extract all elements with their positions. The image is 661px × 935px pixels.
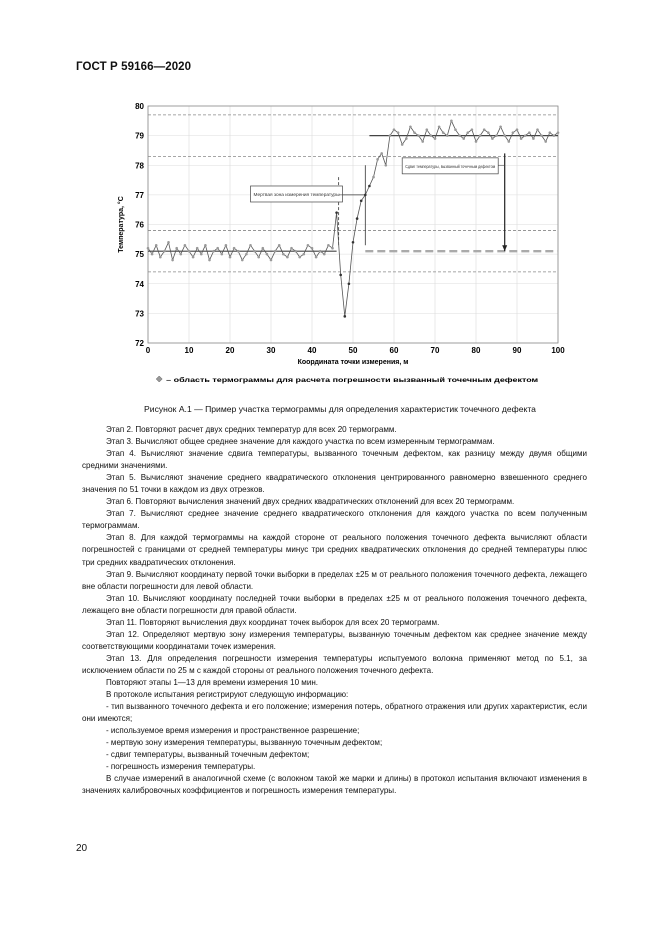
data-point [192, 256, 195, 259]
data-point [233, 247, 236, 250]
body-text [82, 424, 587, 797]
dead-zone-annotation-text: Мертвая зона измерения температуры [253, 191, 340, 197]
y-tick-label: 77 [135, 190, 144, 200]
paragraph-repeat: Повторяют этапы 1—13 для времени измерения 10 мин. [106, 677, 318, 687]
paragraph-step-3: Этап 3. Вычисляют общее среднее значение для каждого участка по всем измеренным термограммам. [106, 437, 495, 447]
legend-marker-icon [156, 376, 162, 382]
data-point [311, 247, 314, 250]
x-tick-label: 80 [471, 346, 481, 355]
data-point [524, 134, 527, 137]
data-point [458, 134, 461, 137]
list-item: - погрешность измерения температуры. [106, 762, 256, 772]
data-point [462, 137, 465, 140]
data-point [454, 128, 457, 131]
paragraph-step-4: Этап 4. Вычисляют значение сдвига температуры, вызванного точечным дефектом, как разницу между двумя общими средними значениями. [82, 449, 587, 471]
data-point [298, 256, 301, 259]
data-point [307, 244, 310, 247]
thermogram-svg [110, 96, 570, 394]
data-point [331, 247, 334, 250]
data-point [393, 128, 396, 131]
x-tick-label: 20 [225, 346, 235, 355]
data-point [180, 253, 183, 256]
y-tick-label: 73 [135, 309, 144, 319]
data-point [405, 137, 408, 140]
list-item: - мертвую зону измерения температуры, вызванную точечным дефектом; [106, 738, 383, 748]
data-point [216, 247, 219, 250]
data-point [421, 140, 424, 143]
y-tick-label: 79 [135, 131, 144, 141]
data-point [491, 137, 494, 140]
data-point [532, 137, 535, 140]
y-tick-label: 74 [135, 279, 144, 289]
data-point [319, 250, 322, 253]
x-tick-label: 40 [307, 346, 317, 355]
y-tick-label: 78 [135, 161, 144, 171]
paragraph-step-9: Этап 9. Вычисляют координату первой точки выборки в пределах ±25 м от реального положения точечного дефекта, лежащего вне области погрешности для левой области. [82, 569, 587, 591]
data-point [376, 158, 379, 161]
data-point [438, 125, 441, 128]
data-point [278, 244, 281, 247]
data-point [364, 194, 367, 197]
data-point [188, 250, 191, 253]
data-point [483, 128, 486, 131]
data-point [303, 253, 306, 256]
data-point [212, 250, 215, 253]
data-point [151, 253, 154, 256]
data-point [409, 125, 412, 128]
data-point [147, 247, 150, 250]
data-point [503, 134, 506, 137]
x-tick-label: 60 [389, 346, 399, 355]
data-point [155, 244, 158, 247]
data-point [167, 241, 170, 244]
data-point [442, 131, 445, 134]
data-point [549, 131, 552, 134]
document-code-header: ГОСТ Р 59166—2020 [76, 61, 192, 73]
data-point [323, 253, 326, 256]
legend-text: – область термограммы для расчета погрешности вызванный точечным дефектом [166, 377, 450, 384]
data-point [294, 250, 297, 253]
data-point [385, 164, 388, 167]
data-point [487, 131, 490, 134]
data-point [184, 244, 187, 247]
data-point [389, 134, 392, 137]
data-point [339, 274, 342, 277]
data-point [528, 131, 531, 134]
data-point [229, 256, 232, 259]
data-point [204, 244, 207, 247]
list-item: - тип вызванного точечного дефекта и его положение; измерения потерь, обратного отражения или других характеристик, если они имеются; [82, 702, 587, 724]
data-point [257, 256, 260, 259]
paragraph-step-2: Этап 2. Повторяют расчет двух средних температур для всех 20 термограмм. [106, 425, 397, 434]
data-point [557, 131, 560, 134]
data-point [544, 140, 547, 143]
y-tick-label: 80 [135, 102, 144, 111]
y-axis-label: Температура, °C [118, 196, 125, 253]
data-point [540, 134, 543, 137]
data-point [508, 140, 511, 143]
list-item: - используемое время измерения и пространственное разрешение; [106, 726, 360, 736]
data-point [368, 185, 371, 188]
data-point [266, 253, 269, 256]
data-point [175, 247, 178, 250]
x-tick-label: 100 [551, 346, 565, 355]
data-point [274, 250, 277, 253]
data-point [208, 259, 211, 262]
page-number: 20 [76, 843, 88, 854]
data-point [397, 131, 400, 134]
data-point [413, 131, 416, 134]
data-point [270, 259, 273, 262]
paragraph-step-11: Этап 11. Повторяют вычисления двух координат точек выборок для всех 20 термограмм. [106, 617, 440, 627]
x-tick-label: 90 [512, 346, 522, 355]
data-point [372, 176, 375, 179]
data-point [225, 244, 228, 247]
data-point [352, 241, 355, 244]
data-point [356, 217, 359, 220]
paragraph-step-6: Этап 6. Повторяют вычисления значений двух средних квадратических отклонений для всех 20 термограмм. [106, 497, 515, 507]
data-point [479, 134, 482, 137]
data-point [282, 253, 285, 256]
data-point [171, 259, 174, 262]
data-point [245, 253, 248, 256]
data-point [495, 134, 498, 137]
data-point [516, 128, 519, 131]
list-item: - сдвиг температуры, вызванный точечным дефектом; [106, 750, 310, 760]
x-tick-label: 0 [145, 346, 151, 355]
data-point [475, 140, 478, 143]
data-point [430, 134, 433, 137]
data-point [163, 250, 166, 253]
data-point [221, 253, 224, 256]
data-point [290, 247, 293, 250]
data-point [360, 200, 363, 203]
data-point [417, 134, 420, 137]
paragraph-step-12: Этап 12. Определяют мертвую зону измерения температуры, вызванную точечным дефектом как среднее значение между соответствующими координатами точек измерения. [82, 629, 587, 651]
data-point [286, 256, 289, 259]
data-point [446, 134, 449, 137]
data-point [553, 134, 556, 137]
data-point [327, 244, 330, 247]
data-point [401, 143, 404, 146]
paragraph-analog-scheme: В случае измерений в аналогичной схеме (с волокном такой же марки и длины) в протокол испытания включают изменения в значениях калибровочных коэффициентов и погрешность измерения температуры. [82, 774, 587, 796]
paragraph-step-5: Этап 5. Вычисляют значение среднего квадратического отклонения центрированного равномерно взвешенного среднего значения по 51 точки в каждом из двух отрезков. [82, 473, 587, 495]
data-point [434, 137, 437, 140]
paragraph-step-13: Этап 13. Для определения погрешности измерения температуры испытуемого волокна применяют метод по 5.1, за исключением области по 25 м с каждой стороны от реального положения точечного дефекта. [82, 653, 587, 675]
data-point [471, 128, 474, 131]
data-point [241, 259, 244, 262]
x-tick-label: 70 [430, 346, 440, 355]
x-axis-label: Координата точки измерения, м [297, 359, 409, 366]
data-point [512, 131, 515, 134]
y-tick-label: 76 [135, 220, 144, 230]
y-tick-label: 75 [135, 250, 144, 260]
data-point [196, 247, 199, 250]
data-point [499, 125, 502, 128]
data-point [348, 282, 351, 285]
data-point [380, 152, 383, 155]
data-point [344, 315, 347, 318]
paragraph-step-7: Этап 7. Вычисляют среднее значение среднего квадратического отклонения для каждого участка по всем полученным термограммам. [82, 509, 587, 531]
thermogram-chart [110, 96, 570, 394]
data-point [249, 244, 252, 247]
data-point [159, 256, 162, 259]
data-point [536, 128, 539, 131]
data-point [262, 247, 265, 250]
data-point [520, 137, 523, 140]
x-tick-label: 10 [184, 346, 194, 355]
x-tick-label: 50 [348, 346, 358, 355]
paragraph-step-8: Этап 8. Для каждой термограммы на каждой стороне от реального положения точечного дефекта вычисляют области погрешностей с границами от средней температуры минус три средних квадратических отклонения до средней температуры плюс три средних квадратических отклонения. [82, 533, 587, 567]
data-point [467, 131, 470, 134]
data-point [315, 256, 318, 259]
shift-annotation-text: Сдвиг температуры, вызванный точечным дефектом [405, 163, 519, 169]
paragraph-protocol-intro: В протоколе испытания регистрируют следующую информацию: [106, 690, 349, 700]
data-point [237, 250, 240, 253]
data-point [450, 120, 453, 123]
data-point [253, 250, 256, 253]
y-tick-label: 72 [135, 339, 144, 348]
paragraph-step-10: Этап 10. Вычисляют координату последней точки выборки в пределах ±25 м от реального положения точечного дефекта, лежащего вне области погрешности для правой области. [82, 593, 587, 615]
x-tick-label: 30 [266, 346, 276, 355]
data-point [200, 253, 203, 256]
data-point [426, 128, 429, 131]
data-point [335, 211, 338, 214]
figure-caption: Рисунок А.1 — Пример участка термограммы для определения характеристик точечного дефекта [144, 404, 536, 414]
